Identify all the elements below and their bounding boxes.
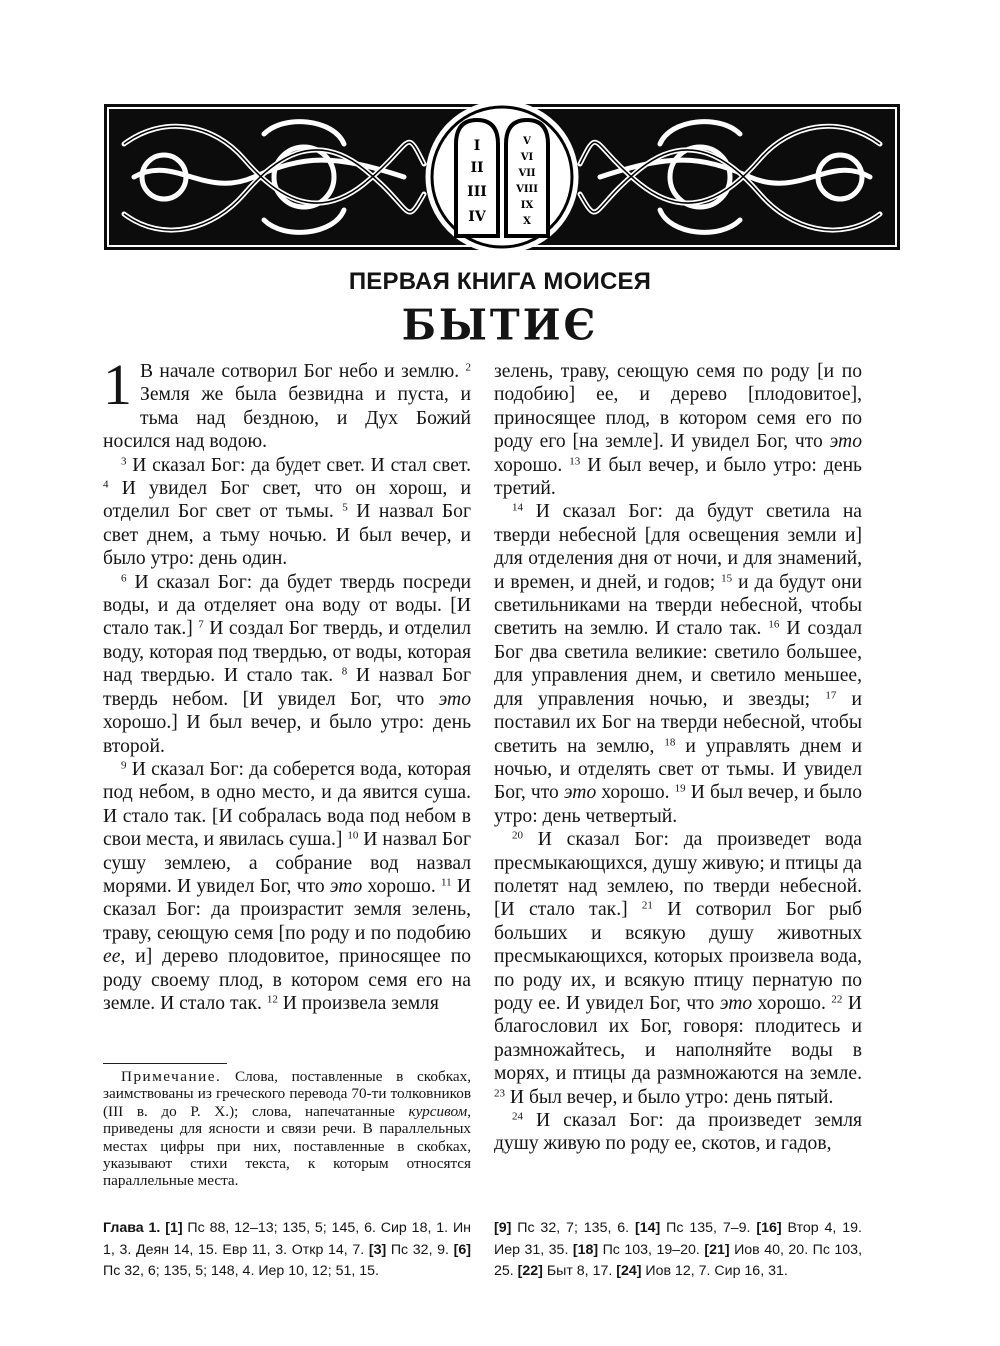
text-run: Пс 32, 7; 135, 6.: [511, 1220, 636, 1236]
verse-number: 7: [198, 618, 204, 631]
verse-number: 20: [512, 829, 523, 842]
text-run: и да будут они светильниками на тверди небесной, чтобы светить на землю. И стало так.: [494, 571, 862, 640]
text-run: В начале сотворил Бог небо и землю.: [140, 361, 466, 382]
verse-paragraph: [494, 828, 862, 1109]
verse-paragraph: [103, 571, 471, 758]
text-run: И увидел Бог свет, что он хорош, и отделил Бог свет от тьмы.: [103, 478, 471, 523]
text-column-right: [494, 360, 862, 1156]
verse-number: 8: [341, 665, 348, 678]
text-run: хорошо.] И был вечер, и было утро: день второй.: [103, 712, 471, 757]
verse-number: 22: [831, 993, 843, 1006]
text-column-left: [103, 352, 471, 1015]
text-run: Пс 88, 12–13; 135, 5; 145, 6. Сир 18, 1. Ин 1, 3. Деян 14, 15. Евр 11, 3. Откр 14, 7.: [103, 1220, 471, 1258]
italic-word: это: [438, 688, 471, 710]
text-run: Пс 135, 7–9.: [660, 1220, 757, 1236]
text-run: И был вечер, и было утро: день пятый.: [505, 1086, 834, 1108]
italic-word: курсивом: [408, 1102, 468, 1120]
verse-number: 2: [465, 361, 471, 374]
verse-number: 3: [121, 455, 127, 468]
italic-word: это: [829, 431, 862, 453]
tablet-numeral: V: [523, 136, 531, 147]
left-column-body: [103, 352, 471, 1015]
text-run: и поставил их Бог на тверди небесной, чтобы светить на землю,: [494, 688, 863, 757]
text-run: , и] дерево плодовитое, приносящее по роду своему плод, в котором семя его на земле. И стало так.: [103, 946, 471, 1014]
tablet-numeral: III: [467, 184, 487, 200]
verse-paragraph: [103, 758, 471, 1015]
reference-label: [22]: [517, 1263, 543, 1279]
tablet-numeral: X: [523, 216, 531, 227]
text-run: И создал Бог два светила великие: светило большее, для управления днем, и светило меньшее, для управления ночью, и звезды;: [494, 618, 862, 710]
verse-paragraph: [494, 500, 862, 828]
tablet-numeral: II: [470, 160, 484, 176]
text-run: и управлять днем и ночью, и отделять свет от тьмы. И увидел Бог, что: [494, 735, 862, 804]
verse-number: 5: [342, 501, 348, 514]
reference-label: [9]: [494, 1220, 512, 1236]
verse-number: 10: [347, 829, 359, 842]
italic-word: это: [329, 875, 363, 897]
italic-word: это: [719, 992, 753, 1014]
text-run: И сказал Бог: да произрастит земля зелень, траву, сеющую семя [по роду и по подобию: [103, 875, 471, 944]
text-run: зелень, траву, сеющую семя по роду [и по подобию] ее, и дерево [плодовитое], приносящее плод, в котором семя его по роду его [на земле]. И увидел Бог, что: [494, 361, 862, 453]
verse-number: 4: [103, 478, 109, 491]
verse-number: 17: [825, 689, 837, 702]
text-run: И сказал Бог: да произведет земля душу живую по роду ее, скотов, и гадов,: [494, 1110, 862, 1155]
text-run: Втор 4, 19. Иер 31, 35.: [494, 1220, 862, 1258]
book-title: ПЕРВАЯ КНИГА МОИСЕЯ: [348, 268, 652, 295]
text-run: Пс 32, 6; 135, 5; 148, 4. Иер 10, 12; 51, 15.: [103, 1263, 379, 1279]
footnote: [103, 1068, 471, 1190]
tablet-numeral: VI: [520, 152, 534, 163]
italic-word: ее: [103, 946, 121, 968]
text-run: И сказал Бог: да будут светила на тверди небесной [для освещения земли и] для отделения дня от ночи, и для знамений, и времен, и дней, и годов;: [494, 501, 862, 593]
verse-number: 14: [512, 501, 523, 514]
verse-number: 18: [664, 735, 676, 748]
reference-label: [21]: [704, 1241, 730, 1258]
text-run: И произвела земля: [277, 992, 439, 1014]
ornamental-header: [104, 104, 900, 250]
text-run: Земля же была безвидна и пуста, и тьма над бездною, и Дух Божий носился над водою.: [103, 384, 471, 453]
tablet-numeral: VII: [518, 168, 536, 179]
text-run: И создал Бог твердь, и отделил воду, которая под твердью, от воды, которая над твердью. И стало так.: [103, 618, 471, 687]
verse-number: 12: [266, 993, 278, 1006]
text-run: Быт 8, 17.: [542, 1263, 617, 1279]
tablet-numeral: IV: [468, 209, 486, 225]
tablet-numeral: IX: [520, 200, 534, 211]
tablet-numeral: I: [473, 138, 481, 154]
text-run: И сказал Бог: да будет свет. И стал свет.: [126, 454, 471, 476]
text-run: Иов 12, 7. Сир 16, 31.: [641, 1263, 788, 1279]
verse-number: 24: [512, 1110, 523, 1123]
verse-number: 21: [641, 899, 653, 912]
verse-paragraph: [103, 352, 471, 454]
text-run: И сказал Бог: да будет твердь посреди воды, и да отделяет она воду от воды. [И стало так.]: [103, 571, 471, 640]
text-run: И назвал Бог твердь небом. [И увидел Бог, что: [103, 665, 471, 710]
reference-label: [14]: [635, 1220, 661, 1236]
reference-label: [18]: [572, 1241, 599, 1258]
verse-number: 13: [569, 455, 581, 468]
reference-label: [24]: [616, 1263, 642, 1279]
verse-number: 6: [121, 572, 127, 585]
verse-paragraph: [103, 454, 471, 571]
chapter-number: 1: [103, 352, 132, 417]
text-run: И благословил их Бог, говоря: плодитесь и размножайтесь, и наполняйте воды в морях, и птицы да размножаются на земле.: [494, 992, 862, 1085]
text-run: хорошо.: [596, 782, 675, 804]
footnote-rule: [103, 1063, 227, 1064]
reference-label: [16]: [756, 1220, 782, 1236]
verse-paragraph: [494, 1109, 862, 1156]
text-run: Пс 32, 9.: [386, 1241, 454, 1258]
right-column-body: [494, 360, 862, 1156]
text-run: Слова, поставленные в скобках, заимствованы из греческого перевода 70-ти толковников (III в. до Р. Х.); слова, напечатанные: [103, 1068, 471, 1120]
reference-label: Глава 1. [1]: [103, 1220, 183, 1236]
verse-number: 23: [494, 1087, 505, 1099]
text-run: И был вечер, и было утро: день третий.: [494, 454, 862, 500]
reference-label: [6]: [453, 1241, 471, 1258]
footnote-label: Примечание.: [121, 1068, 222, 1085]
parallel-references-right: [494, 1218, 862, 1283]
verse-number: 9: [121, 759, 127, 772]
text-run: хорошо.: [752, 992, 832, 1014]
verse-number: 16: [768, 618, 780, 631]
tablet-numeral: VIII: [516, 184, 538, 195]
text-run: И сказал Бог: да произведет вода пресмыкающихся, душу живую; и птицы да полетят над землею, по тверди небесной. [И стало так.]: [494, 829, 862, 921]
book-name: БЫТИЄ: [401, 300, 599, 351]
text-run: И сказал Бог: да соберется вода, которая под небом, в одно место, и да явится суша. И стало так. [И собралась вода под небом в свои места, и явилась суша.]: [103, 758, 471, 851]
verse-number: 15: [721, 572, 733, 585]
text-run: хорошо.: [494, 454, 570, 476]
text-run: И был вечер, и было утро: день четвертый.: [494, 782, 862, 827]
footnote-body: [103, 1068, 471, 1189]
verse-number: 11: [440, 876, 452, 889]
parallel-references-left: [103, 1218, 471, 1283]
verse-paragraph: [494, 360, 862, 500]
text-run: хорошо.: [362, 875, 441, 897]
italic-word: это: [563, 782, 597, 804]
text-run: Иов 40, 20. Пс 103, 25.: [494, 1241, 863, 1279]
text-run: И назвал Бог сушу землею, а собрание вод назвал морями. И увидел Бог, что: [103, 829, 471, 897]
text-run: Пс 103, 19–20.: [598, 1241, 705, 1258]
text-run: И назвал Бог свет днем, а тьму ночью. И был вечер, и было утро: день один.: [103, 501, 471, 570]
verse-number: 19: [674, 782, 686, 795]
reference-label: [3]: [368, 1241, 387, 1258]
text-run: И сотворил Бог рыб больших и всякую душу животных пресмыкающихся, которых произвела вода, по роду их, и всякую птицу пернатую по роду ее. И увидел Бог, что: [494, 899, 862, 1014]
text-run: , приведены для ясности и связи речи. В параллельных местах цифры при них, поставленные в скобках, указывают стихи текста, к которым относятся параллельные места.: [103, 1102, 471, 1190]
